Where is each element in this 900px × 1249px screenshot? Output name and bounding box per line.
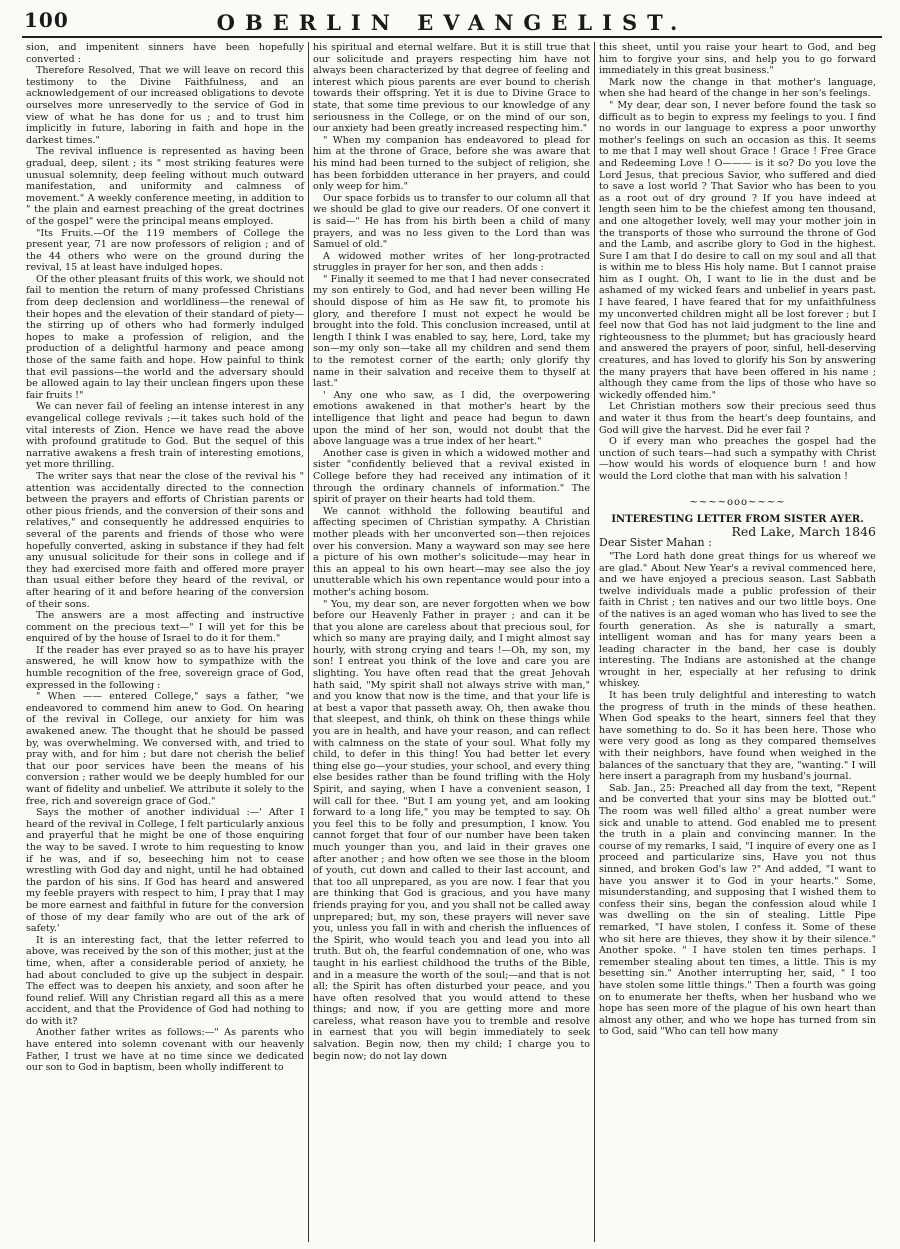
paragraph: " My dear, dear son, I never before found the task so difficult as to begin to express my feelings to you. I find no words in our language to express a poor unworthy mother's feelings on such an occasion as this. It seems to me that I may well shout Grace ! Grace ! Free Grace and Redeeming Love ! O——— is it so? Do you love the Lord Jesus, that precious Savior, who suffered and died to save a lost world ? That Savior who has been to you as a root out of dry ground ? If you have indeed at length seen him to be the chiefest among ten thousand, and one altogether lovely, well may your mother join in the transports of those who surround the throne of God and the Lamb, and ascribe glory to God in the highest. Sure I am that I do desire to call on my soul and all that is within me to bless His holy name. But I cannot praise him as I ought. Oh, I want to lie in the dust and be ashamed of my wicked fears and unbelief in years past. I have feared, I have feared that for my unfaithfulness my unconverted children might all be lost forever ; but I feel now that God has not laid judgment to the line and righteousness to the plummet; but has graciously heard and answered the prayers of poor, sinful, hell-deserving creatures, and has loved to glorify his Son by answering the many prayers that have been offered in his name ; although they came from the lips of those who have so wickedly offended him." [599, 99, 876, 401]
paragraph: It is an interesting fact, that the letter referred to above, was received by the son of this mother, just at the time, when, after a considerable period of anxiety, he had about concluded to give up the subject in despair. The effect was to deepen his anxiety, and soon after he found relief. Will any Christian regard all this as a mere accident, and that the Providence of God had nothing to do with it? [26, 934, 304, 1027]
letter-body [599, 551, 876, 1038]
paragraph: ' Any one who saw, as I did, the overpowering emotions awakened in that mother's heart by the intelligence that light and peace had begun to dawn upon the mind of her son, would not doubt that the above language was a true index of her heart." [313, 389, 590, 448]
paragraph: We cannot withhold the following beautiful and affecting specimen of Christian sympathy. A Christian mother pleads with her unconverted son—then rejoices over his conversion. Many a wayward son may see here a picture of his own mother's solicitude—may hear in this an appeal to his own heart—may see also the joy unutterable which his own repentance would pour into a mother's aching bosom. [313, 505, 590, 598]
paragraph: Says the mother of another individual :—' After I heard of the revival in College, I felt particularly anxious and prayerful that he might be one of those enquiring the way to be saved. I wrote to him requesting to know if he was, and if so, beseeching him not to cease wrestling with God day and night, until he had obtained the pardon of his sins. If God has heard and answered my feeble prayers with respect to him, I pray that I may be more earnest and faithful in future for the conversion of those of my dear family who are out of the ark of safety.' [26, 807, 304, 935]
column-2 [308, 42, 594, 1242]
paragraph: We can never fail of feeling an intense interest in any evangelical college revivals ;—it takes such hold of the vital interests of Zion. Hence we have read the above with profound gratitude to God. But the sequel of this narrative awakens a fresh train of interesting emotions, yet more thrilling. [26, 401, 304, 471]
section-divider-ornament: ~~~~ooo~~~~ [689, 496, 786, 508]
paragraph: Mark now the change in that mother's language, when she had heard of the change in her son's feelings. [599, 76, 876, 100]
letter-salutation: Dear Sister Mahan : [599, 536, 712, 550]
paragraph: " You, my dear son, are never forgotten when we bow before our Heavenly Father in prayer ; and can it be that you alone are careless about that precious soul, for which so many are praying daily, and I might almost say hourly, with strong crying and tears !—Oh, my son, my son! I entreat you think of the love and care you are slighting. You have often read that the great Jehovah hath said, "My spirit shall not always strive with man," and you know that now is the time, and that your life is at best a vapor that passeth away. Oh, then awake thou that sleepest, and think, oh think on these things while you are in health, and have your reason, and can reflect with calmness on the state of your soul. What folly my child, to defer in this thing! You had better let every thing else go—your studies, your school, and every thing else besides rather than be found trifling with the Holy Spirit, and saying, when I have a convenient season, I will call for thee. "But I am young yet, and am looking forward to a long life," you may be tempted to say. Oh you feel this to be folly and presumption, I know. You cannot forget that four of our number have been taken much younger than you, and laid in their graves one after another ; and how often we see those in the bloom of youth, cut down and called to their last account, and that too all unprepared, as you are now. I fear that you are thinking that God is gracious, and you have many friends praying for you, and you shall not be called away unprepared; but, my son, these prayers will never save you, unless you fall in with and cherish the influences of the Spirit, who would teach you and lead you into all truth. But oh, the fearful condemnation of one, who was taught in his earliest childhood the truths of the Bible, and in a measure the worth of the soul;—and that is not all; the Spirit has often disturbed your peace, and you have often resolved that you would attend to these things; and now, if you are getting more and more careless, what reason have you to tremble and resolve in earnest that you will begin immediately to seek salvation. Begin now, then my child; I charge you to begin now; do not lay down [313, 598, 590, 1062]
letter-dateline: Red Lake, March 1846 [731, 523, 876, 539]
paragraph: his spiritual and eternal welfare. But it is still true that our solicitude and prayers respecting him have not always been characterized by that degree of feeling and interest which pious parents are ever bound to cherish towards their offspring. Yet it is due to Divine Grace to state, that some time previous to our knowledge of any seriousness in the College, or on the mind of our son, our anxiety had been greatly increased respecting him." [313, 42, 590, 135]
paragraph: Of the other pleasant fruits of this work, we should not fail to mention the return of many professed Christians from deep declension and worldliness—the renewal of their hopes and the elevation of their standard of piety—the stirring up of others who had formerly indulged hopes to make a profession of religion, and the production of a delightful harmony and peace among those of the same faith and hope. How painful to think that evil passions—the world and the adversary should be allowed again to lay their unclean fingers upon these fair fruits !" [26, 273, 304, 401]
columns [22, 42, 882, 1242]
paragraph: The writer says that near the close of the revival his " attention was accidentally directed to the connection between the prayers and efforts of Christian parents or other pious friends, and the conversion of their sons and relatives," and consequently he addressed enquiries to several of the parents and friends of those who were hopefully converted, asking in substance if they had felt any unusual solicitude for their sons in college and if they had exercised more faith and offered more prayer than usual either before they heard of the revival, or after hearing of it and before hearing of the conversion of their sons. [26, 470, 304, 610]
running-title: OBERLIN EVANGELIST. [216, 10, 688, 35]
masthead [22, 6, 882, 38]
paragraph: The answers are a most affecting and instructive comment on the precious text—" I will yet for this be enquired of by the house of Israel to do it for them." [26, 610, 304, 645]
paragraph: The revival influence is represented as having been gradual, deep, silent ; its " most striking features were unusual solemnity, deep feeling without much outward manifestation, and uniformity and calmness of movement." A weekly conference meeting, in addition to " the plain and earnest preaching of the great doctrines of the gospel" were the principal means employed. [26, 146, 304, 227]
column-1 [22, 42, 308, 1242]
paragraph: O if every man who preaches the gospel had the unction of such tears—had such a sympathy with Christ—how would his words of eloquence burn ! and how would the Lord clothe that man with his salvation ! [599, 436, 876, 482]
page-number: 100 [24, 8, 69, 32]
paragraph: Our space forbids us to transfer to our column all that we should be glad to give our readers. Of one convert it is said—" He has from his birth been a child of many prayers, and was no less given to the Lord than was Samuel of old." [313, 192, 590, 251]
paragraph: Therefore Resolved, That we will leave on record this testimony to the Divine Faithfulness, and an acknowledgement of our increased obligations to devote ourselves more unreservedly to the service of God in view of what he has done for us ; and to trust him implicitly in future, laboring in faith and hope in the darkest times." [26, 65, 304, 146]
paragraph: "The Lord hath done great things for us whereof we are glad." About New Year's a revival commenced here, and we have enjoyed a precious season. Last Sabbath twelve individuals made a public profession of their faith in Christ ; ten natives and our two little boys. One of the natives is an aged woman who has lived to see the fourth generation. As she is naturally a smart, intelligent woman and has for many years been a leading character in the band, her case is doubly interesting. The Indians are astonished at the change wrought in her, especially at her refusing to drink whiskey. [599, 550, 877, 690]
paragraph: If the reader has ever prayed so as to have his prayer answered, he will know how to sympathize with the humble recognition of the free, sovereign grace of God, expressed in the following : [26, 644, 304, 691]
paragraph: A widowed mother writes of her long-protracted struggles in prayer for her son, and then adds : [313, 250, 590, 274]
column-3 [594, 42, 880, 1242]
paragraph: Another father writes as follows:—" As parents who have entered into solemn covenant with our heavenly Father, I trust we have at no time since we dedicated our son to God in baptism, been wholly indifferent to [26, 1027, 304, 1074]
paragraph: this sheet, until you raise your heart to God, and beg him to forgive your sins, and help you to go forward immediately in this great business." [599, 42, 876, 77]
column-3-main-text [599, 42, 876, 483]
paragraph: Let Christian mothers sow their precious seed thus and water it thus from the heart's deep fountains, and God will give the harvest. Did he ever fail ? [599, 401, 876, 436]
paragraph: " When my companion has endeavored to plead for him at the throne of Grace, before she was aware that his mind had been turned to the subject of religion, she has been forbidden utterance in her prayers, and could only weep for him." [313, 134, 590, 193]
paragraph: It has been truly delightful and interesting to watch the progress of truth in the minds of these heathen. When God speaks to the heart, sinners feel that they have something to do. So it has been here. Those who were very good as long as they compared themselves with their neighbors, have found when weighed in the balances of the sanctuary that they are, "wanting." I will here insert a paragraph from my husband's journal. [599, 690, 876, 783]
paragraph: " When —— entered College," says a father, "we endeavored to commend him anew to God. On hearing of the revival in College, our anxiety for him was awakened anew. The thought that he should be passed by, was overwhelming. We conversed with, and tried to pray with, and for him ; but dare not cherish the belief that our poor services have been the means of his conversion ; rather would we be deeply humbled for our want of fidelity and unbelief. We attribute it solely to the free, rich and sovereign grace of God." [26, 691, 304, 807]
article-heading: INTERESTING LETTER FROM SISTER AYER. [611, 514, 864, 526]
paragraph: sion, and impenitent sinners have been hopefully converted : [26, 42, 304, 65]
paragraph: " Finally it seemed to me that I had never consecrated my son entirely to God, and had never been willing He should dispose of him as He saw fit, to promote his glory, and therefore I must not expect he would be brought into the fold. This conclusion increased, until at length I think I was enabled to say, here, Lord, take my son—my only son—take all my children and send them to the remotest corner of the earth; only glorify thy name in their salvation and receive them to thyself at last." [313, 273, 590, 390]
paragraph: Another case is given in which a widowed mother and sister "confidently believed that a revival existed in College before they had received any intimation of it through the ordinary channels of information." The spirit of prayer on their hearts had told them. [313, 447, 590, 506]
paragraph: "Its Fruits.—Of the 119 members of College the present year, 71 are now professors of religion ; and of the 44 others who were on the ground during the revival, 15 at least have indulged hopes. [26, 227, 304, 274]
paragraph: Sab. Jan., 25: Preached all day from the text, "Repent and be converted that your sins may be blotted out." The room was well filled altho' a great number were sick and unable to attend. God enabled me to present the truth in a plain and convincing manner. In the course of my remarks, I said, "I inquire of every one as I proceed and particularize sins, Have you not thus sinned, and broken God's law ?" And added, "I want to have you answer it to God in your hearts." Some, misunderstanding, and supposing that I wished them to confess their sins, began the confession aloud while I was dwelling on the sin of stealing. Little Pipe remarked, "I have stolen, I confess it. Some of these who sit here are thieves, they show it by their silence." Another spoke. " I have stolen ten times perhaps. I remember stealing about ten times, a little. This is my besetting sin." Another interrupting her, said, " I too have stolen some little things." Then a fourth was going on to enumerate her thefts, when her husband who we hope has seen more of the plague of his own heart than almost any other, and who we hope has turned from sin to God, said "Who can tell how many [599, 782, 876, 1038]
